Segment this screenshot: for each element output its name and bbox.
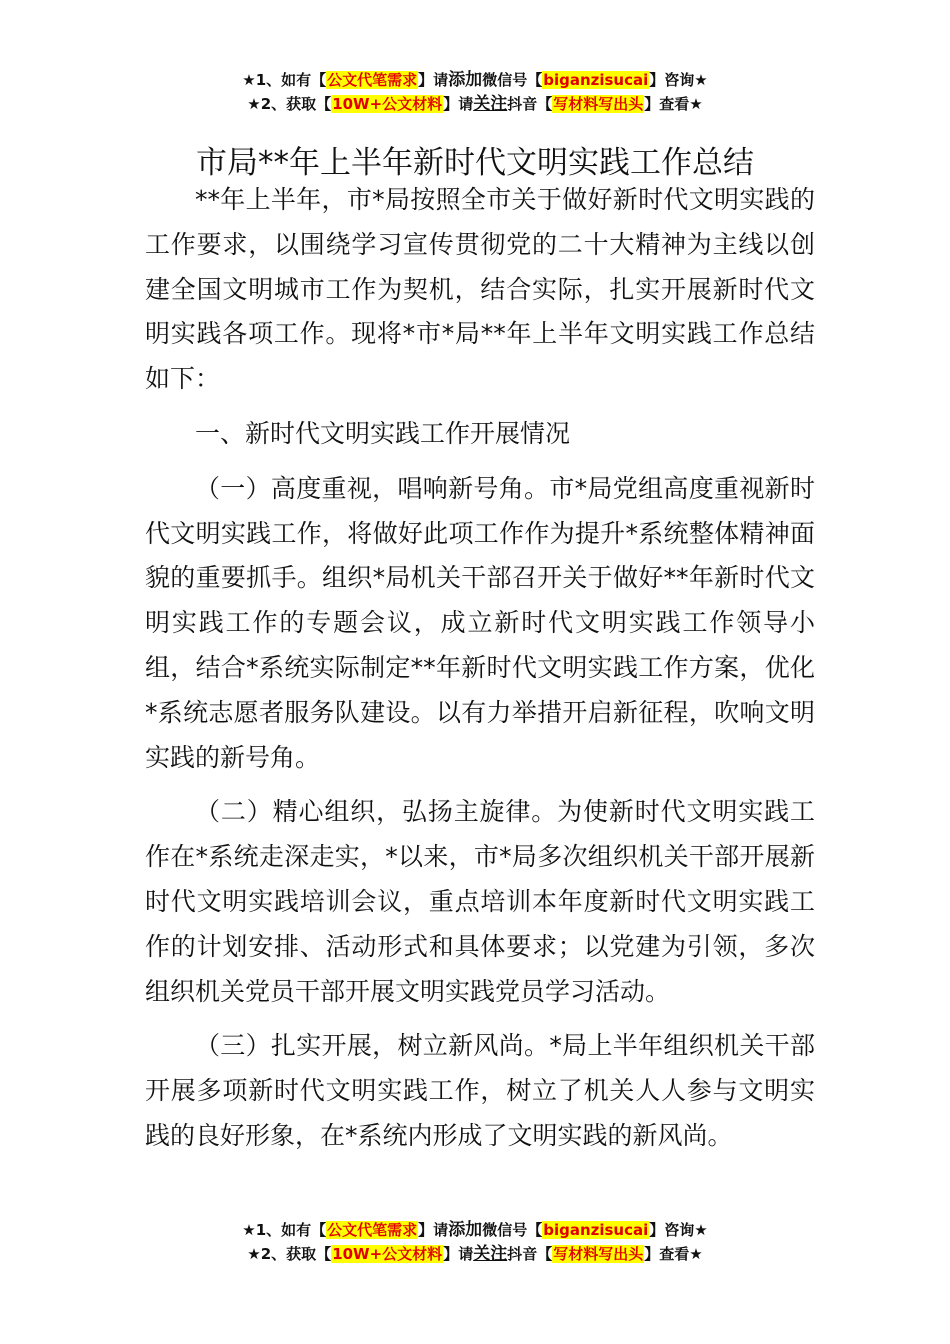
banner-text: 】请 [443,1245,474,1263]
banner-text: ★2、获取【 [247,1245,332,1263]
body-paragraph: （三）扎实开展，树立新风尚。*局上半年组织机关干部开展多项新时代文明实践工作，树立了机关人人参与文明实践的良好形象，在*系统内形成了文明实践的新风尚。 [145,1031,815,1150]
banner-text: 】请 [443,95,474,113]
document-title: 市局**年上半年新时代文明实践工作总结 [196,144,754,181]
banner-line-2 [0,1242,950,1266]
banner-emphasis: 关注 [473,1244,508,1264]
banner-line-1 [0,1218,950,1242]
banner-text: 】咨询★ [649,71,708,89]
banner-text: 】查看★ [644,1245,703,1263]
highlight-service: 公文代笔需求 [327,1221,418,1239]
banner-text: 】请 [418,1221,449,1239]
banner-text: ★2、获取【 [247,95,332,113]
highlight-douyin-account: 写材料写出头 [553,95,644,113]
banner-line-2 [0,92,950,116]
banner-text: 微信号【 [482,71,543,89]
banner-line-1 [0,68,950,92]
document-body [145,178,815,1159]
banner-text: 】咨询★ [649,1221,708,1239]
highlight-douyin-account: 写材料写出头 [553,1245,644,1263]
intro-paragraph: **年上半年，市*局按照全市关于做好新时代文明实践的工作要求，以围绕学习宣传贯彻党的二十大精神为主线以创建全国文明城市工作为契机，结合实际，扎实开展新时代文明实践各项工作。现将*市*局**年上半年文明实践工作总结如下： [145,185,815,394]
banner-text: 】查看★ [644,95,703,113]
highlight-materials: 10W+公文材料 [332,95,443,113]
banner-emphasis: 添加 [448,1220,483,1240]
banner-emphasis: 关注 [473,94,508,114]
banner-text: 抖音【 [507,1245,553,1263]
footer-banner [0,1218,950,1266]
highlight-service: 公文代笔需求 [327,71,418,89]
highlight-wechat-id: biganzisucai [543,1221,649,1239]
section-heading: 一、新时代文明实践工作开展情况 [195,418,571,448]
body-paragraph: （二）精心组织，弘扬主旋律。为使新时代文明实践工作在*系统走深走实，*以来，市*局多次组织机关干部开展新时代文明实践培训会议，重点培训本年度新时代文明实践工作的计划安排、活动形式和具体要求；以党建为引领，多次组织机关党员干部开展文明实践党员学习活动。 [145,797,815,1006]
banner-text: 抖音【 [507,95,553,113]
body-paragraph: （一）高度重视，唱响新号角。市*局党组高度重视新时代文明实践工作，将做好此项工作作为提升*系统整体精神面貌的重要抓手。组织*局机关干部召开关于做好**年新时代文明实践工作的专题会议，成立新时代文明实践工作领导小组，结合*系统实际制定**年新时代文明实践工作方案，优化*系统志愿者服务队建设。以有力举措开启新征程，吹响文明实践的新号角。 [145,473,815,772]
banner-text: ★1、如有【 [242,71,327,89]
banner-text: ★1、如有【 [242,1221,327,1239]
banner-text: 】请 [418,71,449,89]
header-banner [0,68,950,116]
highlight-wechat-id: biganzisucai [543,71,649,89]
banner-text: 微信号【 [482,1221,543,1239]
highlight-materials: 10W+公文材料 [332,1245,443,1263]
banner-emphasis: 添加 [448,70,483,90]
